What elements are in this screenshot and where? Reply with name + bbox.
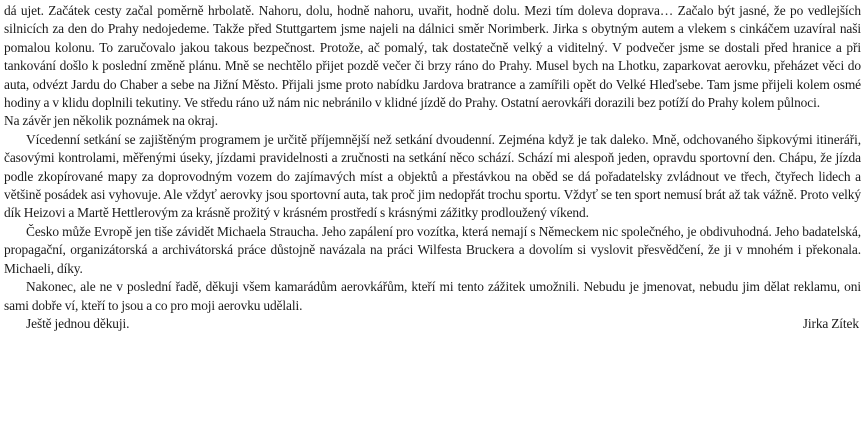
- paragraph-travel-account: dá ujet. Začátek cesty začal poměrně hrbolatě. Nahoru, dolu, hodně nahoru, uvařit, hodně dolu. Mezi tím doleva doprava… Začalo být jasné, že po vedlejších silnicích za den do Prahy nedojedeme. Takže před Stuttgartem jsme najeli na dálnici směr Norimberk. Jirka s obytným autem a vlekem s cinkáčem uzavíral naši pomalou kolonu. To zaručovalo jakou takous bezpečnost. Protože, ač pomalý, tak dostatečně velký a viditelný. V podvečer jsme se dostali před hranice a při tankování došlo k poslední změně plánu. Mně se nechtělo přijet pozdě večer či brzy ráno do Prahy. Musel bych na Lhotku, zaparkovat aerovku, přeházet věci do auta, odvézt Jardu do Chaber a sebe na Jižní Město. Přijali jsme proto nabídku Jardova bratrance a zamířili opět do Velké Hleďsebe. Tam jsme přijeli kolem osmé hodiny a v klidu doplnili tekutiny. Ve středu ráno už nám nic nebránilo v klidné jízdě do Prahy. Ostatní aerovkáři dorazili bez potíží do Prahy kolem půlnoci.: [4, 3, 861, 111]
- paragraph-thanks-friends: Nakonec, ale ne v poslední řadě, děkuji všem kamarádům aerovkářům, kteří mi tento zážitek umožnili. Nebudu je jmenovat, nebudu jim dělat reklamu, oni sami dobře ví, kteří to jsou a co pro moji aerovku udělali.: [4, 279, 861, 313]
- document-page: [4, 2, 861, 430]
- paragraph-michael-strauch: Česko může Evropě jen tiše závidět Michaela Straucha. Jeho zapálení pro vozítka, která nemají s Německem nic společného, je obdivuhodná. Jeho badatelská, propagační, organizátorská a archivátorská práce důstojně navázala na práci Wilfesta Bruckera a dovolím si vyslovit přesvědčení, že ji v mnohém i překonala. Michaeli, díky.: [4, 223, 861, 276]
- paragraph-multi-day-meeting: Vícedenní setkání se zajištěným programem je určitě příjemnější než setkání dvoudenní. Zejména když je tak daleko. Mně, odchovaného šipkovými itineráři, časovými kontrolami, měřenými úseky, jízdami pravidelnosti a zručnosti na setkání něco schází. Schází mi alespoň jeden, opravdu sportovní den. Chápu, že jízda podle zkopírované mapy za doprovodným vozem do zajímavých míst a objektů a přestávkou na oběd se dá pořadatelsky zvládnout ve třech, čtyřech lidech a většině posádek asi vyhovuje. Ale vždyť aerovky jsou sportovní auta, tak proč jim nedopřát trochu sportu. Vždyť se ten sport nemusí brát až tak vážně. Proto velký dík Heizovi a Martě Hettlerovým za krásně prožitý v krásném prostředí s krásnými zážitky prodloužený víkend.: [4, 131, 861, 221]
- closing-thanks: Ještě jednou děkuji.: [26, 315, 130, 331]
- paragraph-closing-intro: Na závěr jen několik poznámek na okraj.: [4, 113, 219, 129]
- closing-line: [4, 315, 861, 333]
- author-signature: Jirka Zítek: [802, 315, 859, 331]
